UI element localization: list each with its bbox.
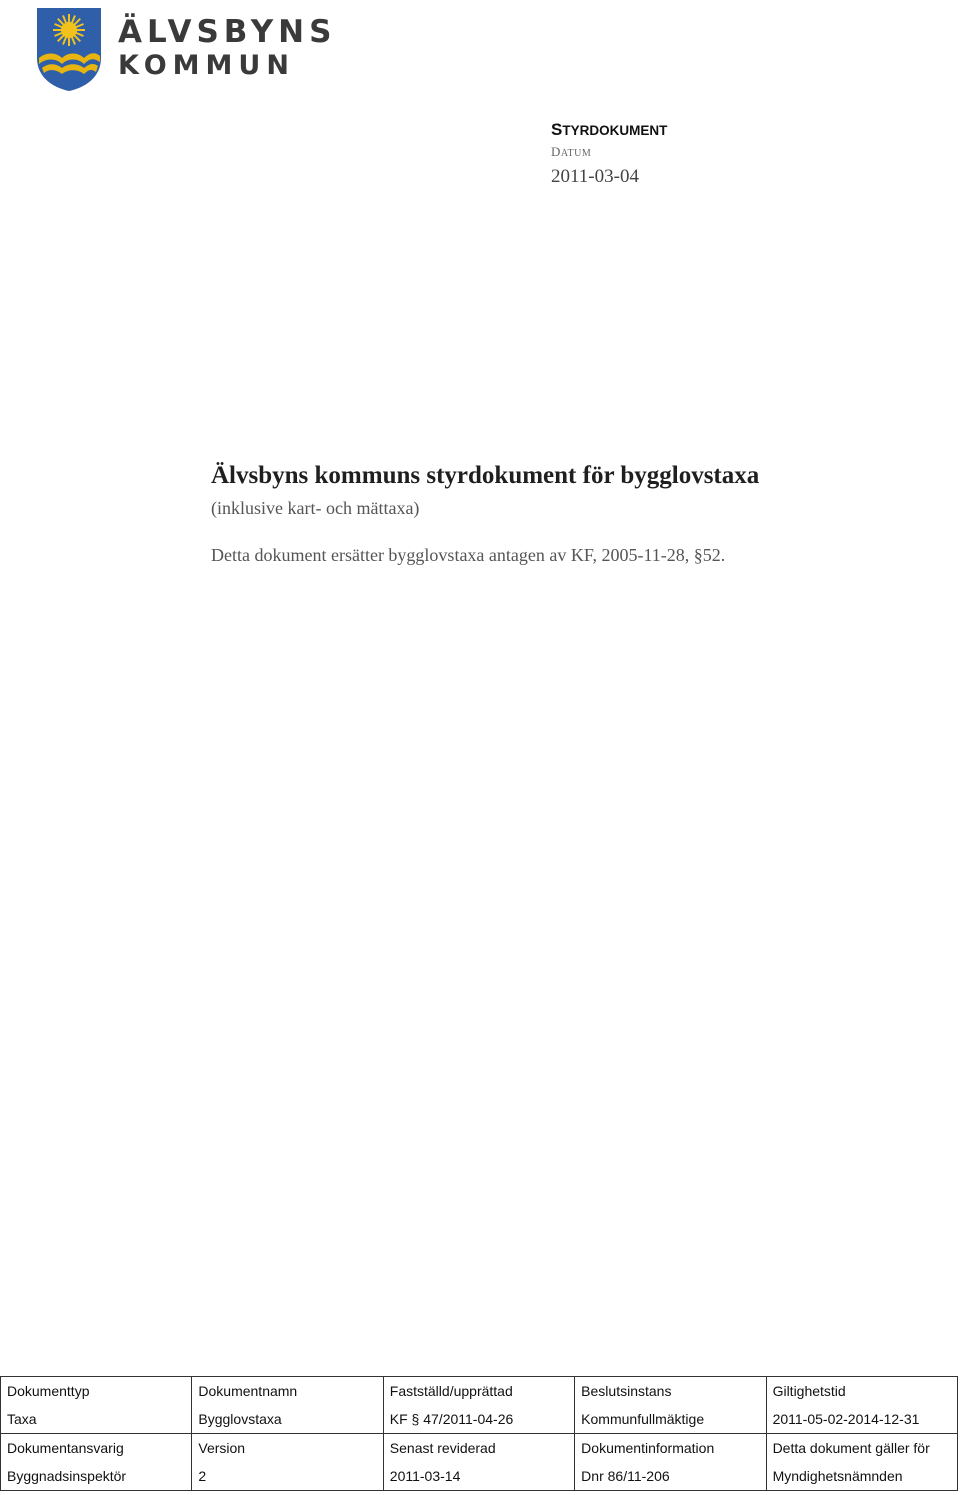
- document-metadata-table: [0, 1376, 958, 1491]
- date-value: 2011-03-04: [551, 166, 639, 187]
- document-subtitle: (inklusive kart- och mättaxa): [211, 498, 420, 518]
- document-type-label: STYRDOKUMENT: [551, 120, 668, 139]
- table-cell: Giltighetstid: [766, 1377, 957, 1406]
- table-cell: Taxa: [1, 1405, 192, 1434]
- logo-line-1: ÄLVSBYNS: [118, 14, 337, 50]
- table-cell: Kommunfullmäktige: [575, 1405, 766, 1434]
- table-cell: Dnr 86/11-206: [575, 1462, 766, 1491]
- table-cell: 2: [192, 1462, 383, 1491]
- logo-line-2: KOMMUN: [118, 50, 295, 81]
- table-row: [1, 1434, 958, 1463]
- table-cell: Dokumenttyp: [1, 1377, 192, 1406]
- table-row: [1, 1462, 958, 1491]
- table-cell: Dokumentinformation: [575, 1434, 766, 1463]
- table-cell: Dokumentnamn: [192, 1377, 383, 1406]
- table-cell: Beslutsinstans: [575, 1377, 766, 1406]
- table-cell: Senast reviderad: [383, 1434, 574, 1463]
- coat-of-arms-icon: [34, 6, 104, 92]
- table-cell: 2011-05-02-2014-12-31: [766, 1405, 957, 1434]
- table-cell: 2011-03-14: [383, 1462, 574, 1491]
- table-cell: Bygglovstaxa: [192, 1405, 383, 1434]
- table-row: [1, 1377, 958, 1406]
- table-cell: Dokumentansvarig: [1, 1434, 192, 1463]
- table-cell: KF § 47/2011-04-26: [383, 1405, 574, 1434]
- table-cell: Byggnadsinspektör: [1, 1462, 192, 1491]
- table-cell: Fastställd/upprättad: [383, 1377, 574, 1406]
- replaces-notice: Detta dokument ersätter bygglovstaxa antagen av KF, 2005-11-28, §52.: [211, 545, 726, 565]
- logo-wordmark: [118, 14, 336, 82]
- table-cell: Myndighetsnämnden: [766, 1462, 957, 1491]
- title-block: [211, 462, 931, 566]
- municipality-logo: [34, 6, 337, 96]
- table-cell: Version: [192, 1434, 383, 1463]
- date-label: DATUM: [551, 144, 592, 159]
- table-cell: Detta dokument gäller för: [766, 1434, 957, 1463]
- table-row: [1, 1405, 958, 1434]
- document-title: Älvsbyns kommuns styrdokument för bygglovstaxa: [211, 462, 760, 489]
- document-header: [551, 120, 667, 188]
